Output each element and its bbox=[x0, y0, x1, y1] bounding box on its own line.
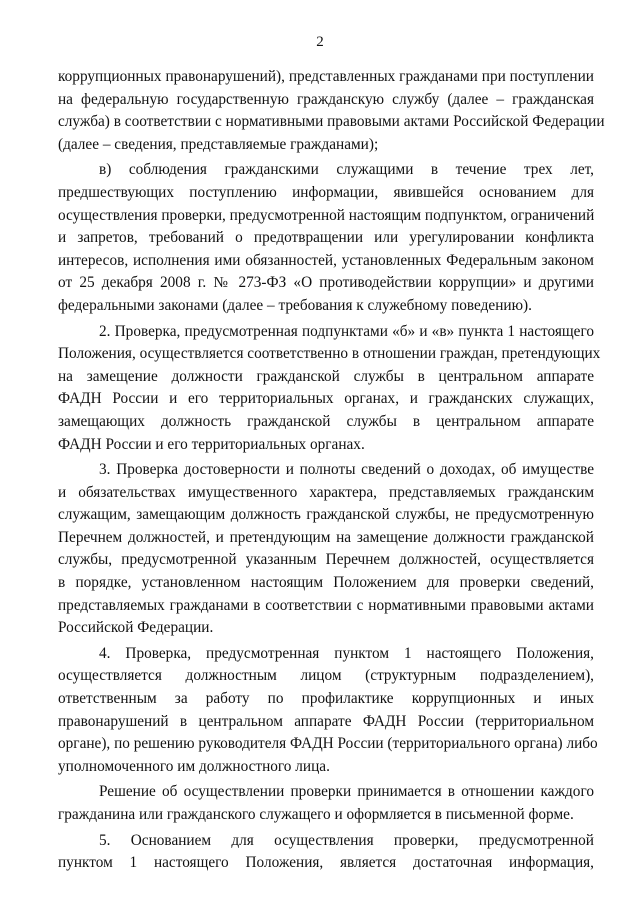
text-line: 4. Проверка, предусмотренная пунктом 1 настоящего Положения, bbox=[99, 644, 594, 662]
paragraph bbox=[58, 643, 598, 779]
text-line: от 25 декабря 2008 г. № 273-ФЗ «О противодействии коррупции» и другими bbox=[58, 274, 594, 292]
text-line: пунктом 1 настоящего Положения, является достаточная информация, bbox=[58, 854, 594, 872]
text-line: на федеральную государственную гражданскую службу (далее – гражданская bbox=[58, 90, 594, 108]
text-line: служба) в соответствии с нормативными правовыми актами Российской Федерации bbox=[58, 113, 605, 131]
text-line: ответственным за работу по профилактике коррупционных и иных bbox=[58, 690, 594, 708]
text-line: и запретов, требований о предотвращении или урегулировании конфликта bbox=[58, 229, 594, 247]
text-line: и обязательствах имущественного характера, представляемых гражданским bbox=[58, 483, 594, 501]
text-line: представляемых гражданами в соответствии с нормативными правовыми актами bbox=[58, 596, 594, 614]
text-line: интересов, исполнения ими обязанностей, установленных Федеральным законом bbox=[58, 251, 594, 269]
text-line: коррупционных правонарушений), представленных гражданами при поступлении bbox=[58, 68, 594, 85]
text-line: Решение об осуществлении проверки принимается в отношении каждого bbox=[99, 783, 594, 801]
text-line: в) соблюдения гражданскими служащими в течение трех лет, bbox=[99, 161, 594, 179]
text-line: органе), по решению руководителя ФАДН России (территориального органа) либо bbox=[58, 735, 598, 753]
text-line: ФАДН России и его территориальных органах. bbox=[58, 435, 365, 453]
document-body bbox=[58, 66, 605, 875]
paragraph bbox=[58, 66, 605, 156]
text-line: на замещение должности гражданской службы в центральном аппарате bbox=[58, 367, 594, 385]
text-line: 2. Проверка, предусмотренная подпунктами «б» и «в» пункта 1 настоящего bbox=[99, 322, 594, 340]
text-line: 5. Основанием для осуществления проверки, предусмотренной bbox=[99, 831, 594, 849]
text-line: 3. Проверка достоверности и полноты сведений о доходах, об имуществе bbox=[99, 461, 594, 479]
text-line: ФАДН России и его территориальных органах, и гражданских служащих, bbox=[58, 390, 594, 408]
text-line: Положения, осуществляется соответственно в отношении граждан, претендующих bbox=[58, 345, 601, 363]
text-line: уполномоченного им должностного лица. bbox=[58, 757, 330, 775]
paragraph bbox=[58, 159, 594, 317]
paragraph bbox=[58, 830, 594, 875]
text-line: Перечнем должностей, и претендующим на замещение должности гражданской bbox=[58, 528, 594, 546]
text-line: предшествующих поступлению информации, явившейся основанием для bbox=[58, 183, 594, 201]
text-line: Российской Федерации. bbox=[58, 619, 214, 637]
text-line: гражданина или гражданского служащего и оформляется в письменной форме. bbox=[58, 806, 574, 823]
text-line: (далее – сведения, представляемые гражданами); bbox=[58, 135, 379, 153]
text-line: службы, предусмотренной указанным Перечнем должностей, осуществляется bbox=[58, 551, 594, 569]
text-line: замещающих должность гражданской службы в центральном аппарате bbox=[58, 412, 594, 430]
text-line: служащим, замещающим должность гражданской службы, не предусмотренную bbox=[58, 506, 594, 524]
paragraph bbox=[58, 321, 601, 457]
page-number: 2 bbox=[316, 34, 324, 50]
text-line: в порядке, установленном настоящим Положением для проверки сведений, bbox=[58, 574, 594, 592]
paragraph bbox=[58, 459, 594, 640]
text-line: федеральными законами (далее – требования к служебному поведению). bbox=[58, 296, 532, 314]
text-line: правонарушений в центральном аппарате ФАДН России (территориальном bbox=[58, 712, 594, 730]
text-line: осуществления проверки, предусмотренной настоящим подпунктом, ограничений bbox=[58, 206, 595, 224]
paragraph bbox=[58, 781, 594, 826]
text-line: осуществляется должностным лицом (структурным подразделением), bbox=[58, 667, 594, 685]
